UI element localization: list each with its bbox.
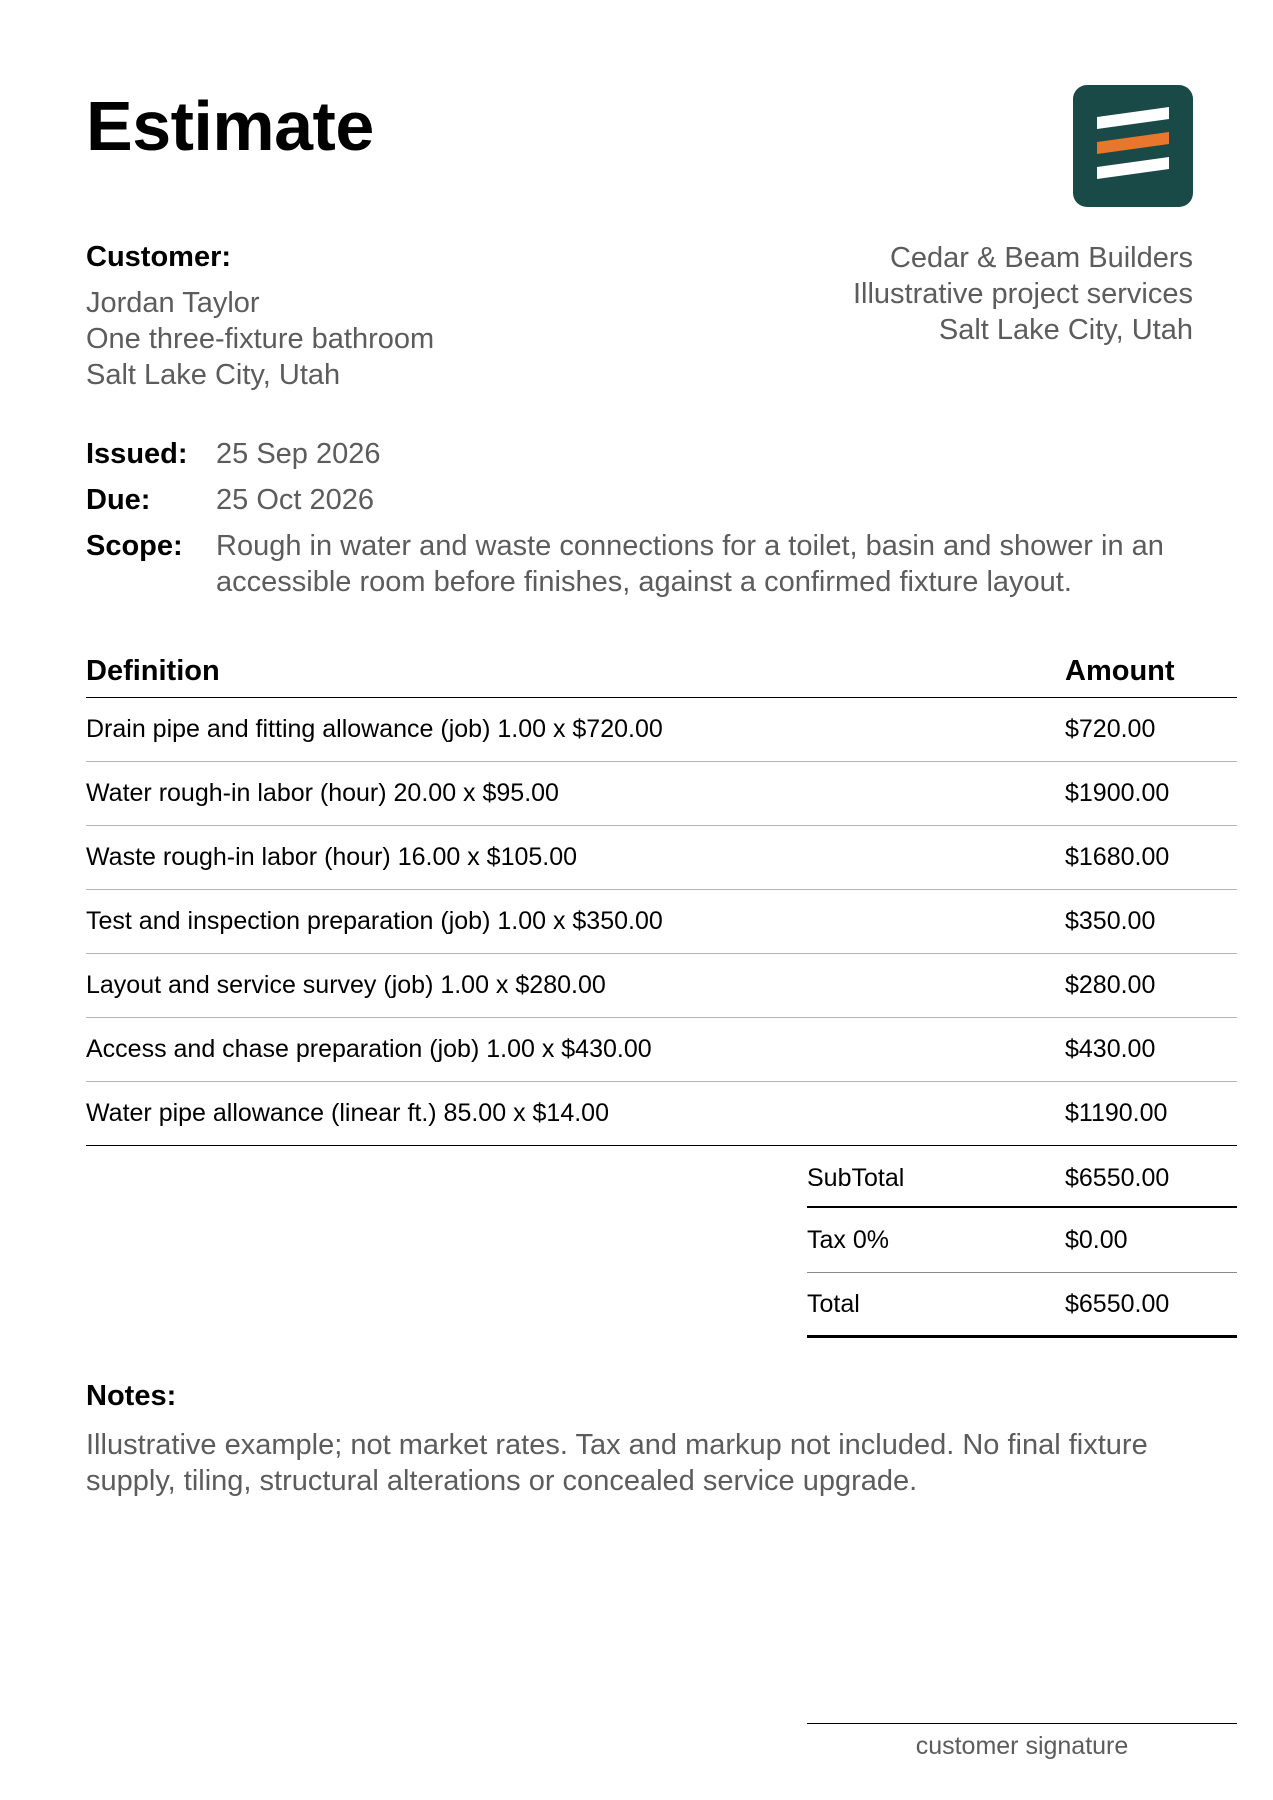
issued-label: Issued:: [86, 438, 188, 470]
customer-project: One three-fixture bathroom: [86, 323, 435, 355]
subtotal-value: $6550.00: [1065, 1163, 1170, 1192]
line-items-table: [86, 655, 1237, 1146]
table-row: [86, 954, 1237, 1018]
table-row: [86, 826, 1237, 890]
customer-details: [86, 285, 434, 393]
table-row: [86, 1082, 1237, 1146]
due-date: 25 Oct 2026: [216, 484, 374, 516]
row-definition: Layout and service survey (job) 1.00 x $280.00: [86, 971, 606, 999]
document-title: Estimate: [86, 87, 374, 165]
company-location: Salt Lake City, Utah: [938, 314, 1193, 346]
company-details: [853, 240, 1193, 348]
customer-name: Jordan Taylor: [86, 287, 260, 319]
tax-row: [807, 1208, 1237, 1273]
table-row: [86, 698, 1237, 762]
subtotal-label: SubTotal: [807, 1163, 905, 1192]
company-logo: [1073, 85, 1193, 207]
due-label: Due:: [86, 484, 151, 516]
totals-block: [807, 1150, 1237, 1338]
estimate-meta: [86, 436, 1236, 610]
signature-label: customer signature: [915, 1732, 1129, 1760]
total-value: $6550.00: [1065, 1289, 1170, 1318]
row-amount: $430.00: [1065, 1035, 1156, 1063]
row-definition: Water pipe allowance (linear ft.) 85.00 x $14.00: [86, 1099, 609, 1127]
row-definition: Test and inspection preparation (job) 1.00 x $350.00: [86, 907, 663, 935]
row-amount: $1900.00: [1065, 779, 1170, 807]
row-amount: $280.00: [1065, 971, 1156, 999]
table-row: [86, 1018, 1237, 1082]
subtotal-row: [807, 1150, 1237, 1208]
customer-location: Salt Lake City, Utah: [86, 359, 341, 391]
amount-header: Amount: [1065, 655, 1175, 687]
scope-label: Scope:: [86, 530, 183, 562]
company-name: Cedar & Beam Builders: [889, 242, 1193, 274]
due-row: [86, 482, 1236, 518]
table-row: [86, 890, 1237, 954]
tax-label: Tax 0%: [807, 1225, 889, 1254]
definition-header: Definition: [86, 655, 220, 687]
row-amount: $1190.00: [1065, 1099, 1168, 1127]
row-definition: Waste rough-in labor (hour) 16.00 x $105.00: [86, 843, 578, 871]
row-amount: $350.00: [1065, 907, 1156, 935]
row-amount: $720.00: [1065, 715, 1156, 743]
company-tagline: Illustrative project services: [852, 278, 1193, 310]
table-row: [86, 762, 1237, 826]
customer-heading: Customer:: [86, 241, 232, 273]
issued-row: [86, 436, 1236, 472]
notes-text: Illustrative example; not market rates. Tax and markup not included. No final fixture supply, tiling, structural alterations or concealed service upgrade.: [86, 1429, 1148, 1497]
row-definition: Water rough-in labor (hour) 20.00 x $95.00: [86, 779, 559, 807]
table-header: [86, 655, 1237, 698]
scope-text: Rough in water and waste connections for a toilet, basin and shower in an accessible room before finishes, against a confirmed fixture layout.: [216, 530, 1164, 598]
signature-line: [807, 1723, 1237, 1724]
issued-date: 25 Sep 2026: [216, 438, 381, 470]
total-label: Total: [807, 1289, 860, 1318]
row-definition: Drain pipe and fitting allowance (job) 1.00 x $720.00: [86, 715, 663, 743]
notes-heading: Notes:: [86, 1380, 177, 1412]
total-row: [807, 1273, 1237, 1338]
scope-row: [86, 528, 1236, 600]
tax-value: $0.00: [1065, 1225, 1128, 1254]
row-amount: $1680.00: [1065, 843, 1170, 871]
stacked-planks-icon: [1073, 85, 1193, 207]
row-definition: Access and chase preparation (job) 1.00 x $430.00: [86, 1035, 652, 1063]
